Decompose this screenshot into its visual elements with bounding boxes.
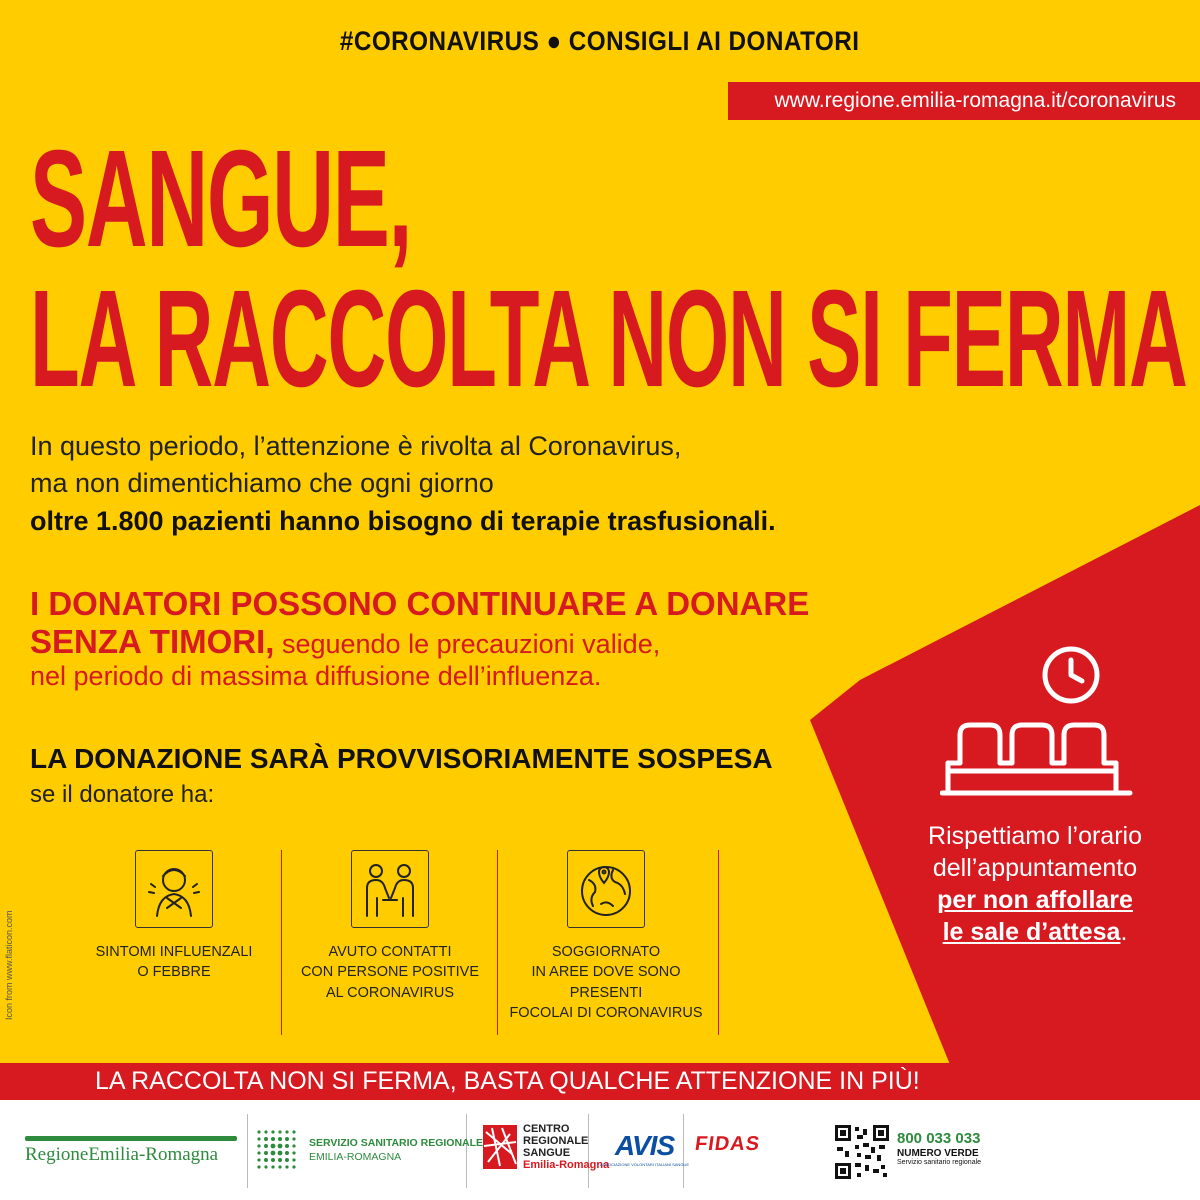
suspension-title: LA DONAZIONE SARÀ PROVVISORIAMENTE SOSPESA	[30, 743, 773, 774]
side-panel-text	[895, 820, 1175, 948]
ssr-logo-text	[309, 1136, 483, 1164]
condition-divider	[718, 850, 719, 1035]
numero-verde[interactable]	[897, 1131, 981, 1166]
donors-bold-line-1: I DONATORI POSSONO CONTINUARE A DONARE	[30, 585, 810, 622]
side-line-1: Rispettiamo l’orario	[928, 822, 1142, 850]
condition-label-line: IN AREE DOVE SONO PRESENTI	[531, 964, 681, 1001]
donors-paragraph	[30, 585, 809, 692]
crs-line-2: REGIONALE	[523, 1134, 589, 1147]
condition-label-line: SINTOMI INFLUENZALI	[95, 944, 253, 960]
chairs-icon	[942, 725, 1130, 793]
qr-code-icon[interactable]	[835, 1125, 889, 1179]
suspension-subtitle: se il donatore ha:	[30, 781, 215, 808]
headline-line-2: LA RACCOLTA NON SI FERMA	[30, 262, 1187, 416]
suspension-block	[30, 743, 773, 809]
header-tagline: #CORONAVIRUS ● CONSIGLI AI DONATORI	[340, 25, 860, 56]
intro-paragraph	[30, 428, 776, 540]
condition-label-line: AVUTO CONTATTI	[328, 944, 452, 960]
phone-sublabel: Servizio sanitario regionale	[897, 1158, 982, 1166]
icon-credit: Icon from www.flaticon.com	[4, 910, 14, 1020]
side-underline-1: per non affollare	[937, 886, 1133, 914]
url-link[interactable]: www.regione.emilia-romagna.it/coronavirus	[774, 89, 1176, 112]
regione-logo-bar	[25, 1136, 237, 1141]
logo-regione-emilia-romagna[interactable]	[25, 1136, 237, 1166]
url-bar[interactable]	[728, 82, 1200, 120]
logo-fidas[interactable]: FIDAS	[693, 1133, 762, 1155]
phone-number[interactable]: 800 033 033	[897, 1130, 981, 1147]
avis-logo-mark: AVIS	[614, 1130, 675, 1161]
sick-person-icon	[135, 850, 213, 928]
condition-label-line: SOGGIORNATO	[551, 944, 661, 960]
bottom-slogan: LA RACCOLTA NON SI FERMA, BASTA QUALCHE ATTENZIONE IN PIÙ!	[95, 1067, 920, 1095]
crs-line-3: SANGUE	[523, 1146, 571, 1159]
condition-travel	[497, 850, 715, 1023]
condition-contacts	[281, 850, 499, 1003]
condition-label-line: FOCOLAI DI CORONAVIRUS	[509, 1004, 703, 1021]
top-strip	[0, 0, 1200, 82]
logo-avis[interactable]	[600, 1130, 689, 1167]
bottom-slogan-bar	[0, 1063, 1200, 1100]
crs-mark-icon	[482, 1124, 518, 1170]
phone-label: NUMERO VERDE	[897, 1147, 979, 1159]
avis-logo-subtitle: ASSOCIAZIONE VOLONTARI ITALIANI SANGUE	[600, 1162, 689, 1167]
handshake-icon	[351, 850, 429, 928]
condition-label-line: CON PERSONE POSITIVE	[300, 964, 480, 981]
ssr-line-1: SERVIZIO SANITARIO REGIONALE	[309, 1136, 484, 1149]
donors-bold-line-2: SENZA TIMORI,	[30, 622, 275, 660]
logo-divider	[247, 1114, 248, 1188]
side-end-dot: .	[1120, 918, 1128, 946]
crs-logo-text	[523, 1124, 609, 1172]
side-underline-2: le sale d’attesa	[942, 918, 1121, 946]
crs-line-4: Emilia-Romagna	[523, 1158, 610, 1171]
regione-logo-text: RegioneEmilia-Romagna	[25, 1144, 219, 1165]
condition-label-line: O FEBBRE	[137, 964, 211, 981]
intro-line-3: oltre 1.800 pazienti hanno bisogno di terapie trasfusionali.	[30, 505, 776, 536]
headline-line-1: SANGUE,	[30, 122, 412, 276]
side-line-2: dell’appuntamento	[932, 854, 1138, 882]
crs-line-1: CENTRO	[523, 1123, 570, 1135]
intro-line-1: In questo periodo, l’attenzione è rivolta al Coronavirus,	[30, 431, 682, 461]
intro-line-2: ma non dimentichiamo che ogni giorno	[30, 468, 494, 499]
donors-normal-line-2: seguendo le precauzioni valide,	[274, 628, 661, 659]
condition-label-line: AL CORONAVIRUS	[325, 984, 455, 1001]
logo-centro-regionale-sangue[interactable]	[482, 1124, 609, 1172]
ssr-dots-icon	[255, 1128, 299, 1172]
ssr-line-2: EMILIA-ROMAGNA	[309, 1151, 402, 1163]
waiting-room-icon	[940, 643, 1140, 803]
donors-normal-line-3: nel periodo di massima diffusione dell’influenza.	[30, 660, 602, 691]
clock-icon	[1045, 649, 1097, 701]
condition-flu-symptoms	[65, 850, 283, 983]
globe-pin-icon	[567, 850, 645, 928]
logo-servizio-sanitario[interactable]	[255, 1128, 483, 1172]
